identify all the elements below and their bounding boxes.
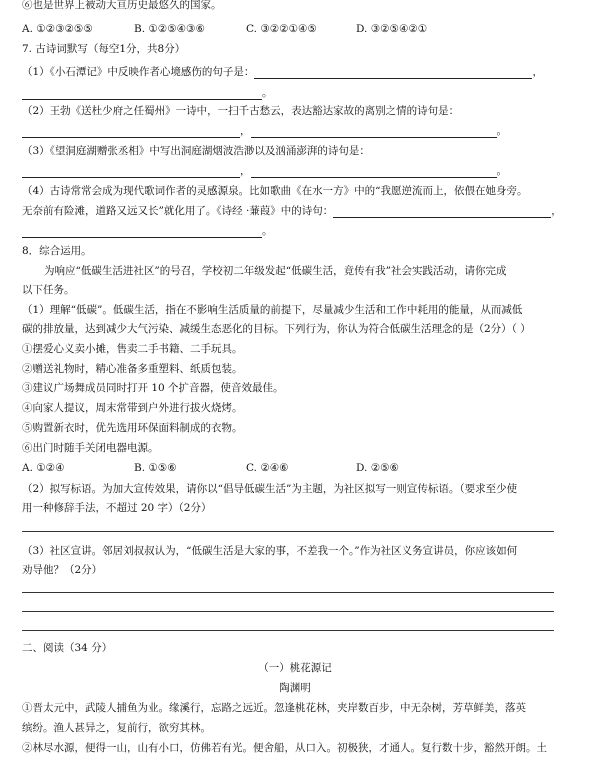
q8-choice-3: ③建议广场舞成员同时打开 10 个扩音器，使音效最佳。 bbox=[22, 382, 284, 394]
punct: 。 bbox=[262, 225, 273, 237]
passage-title: （一）桃花源记 bbox=[258, 662, 332, 674]
punct: 。 bbox=[496, 165, 507, 177]
q6-option-d: D. ③②⑤④②① bbox=[356, 23, 428, 35]
q8-option-b: B. ①⑤⑥ bbox=[134, 462, 177, 474]
punct: 。 bbox=[262, 87, 273, 99]
passage-para1-line1: ①晋太元中，武陵人捕鱼为业。缘溪行，忘路之远近。忽逢桃花林，夹岸数百步，中无杂树，芳草鲜美，落英 bbox=[22, 702, 526, 714]
q8-part1-line1: （1）理解“低碳”。低碳生活，指在不影响生活质量的前提下，尽量减少生活和工作中耗用的能量，从而减低 bbox=[22, 304, 523, 316]
q8-part2-line1: （2）拟写标语。为加大宣传效果，请你以“倡导低碳生活”为主题，为社区拟写一则宣传标语。（要求至少使 bbox=[22, 483, 518, 495]
q6-option-b: B. ①②⑤④③⑥ bbox=[134, 23, 205, 35]
q7-sub2: （2）王勃《送杜少府之任蜀州》一诗中，一扫千古愁云，表达豁达家故的离别之情的诗句是： bbox=[22, 105, 460, 117]
q8-intro-line1: 为响应“低碳生活进社区”的号召，学校初二年级发起“低碳生活，竟传有我”社会实践活动，请你完成 bbox=[44, 265, 507, 277]
q6-option-a: A. ①②③②⑤⑤ bbox=[22, 23, 93, 35]
answer-line[interactable] bbox=[22, 630, 554, 631]
q6-option-c: C. ③②②①④⑤ bbox=[246, 23, 317, 35]
q8-part1-line2: 碳的排放量，达到减少大气污染、减缓生态恶化的目标。下列行为，你认为符合低碳生活理念的是（2分）（ ） bbox=[22, 323, 531, 335]
q8-part2-line2: 用一种修辞手法，不超过 20 字）（2分） bbox=[22, 502, 212, 514]
passage-para2-line1: ②林尽水源，便得一山，山有小口，仿佛若有光。便舍船，从口入。初极狭，才通人。复行数十步，豁然开朗。土 bbox=[22, 742, 547, 754]
answer-line[interactable] bbox=[22, 531, 554, 532]
answer-blank[interactable] bbox=[333, 206, 551, 218]
q8-choice-6: ⑥出门时随手关闭电器电源。 bbox=[22, 442, 159, 454]
answer-blank[interactable] bbox=[251, 166, 497, 178]
q8-intro-line2: 以下任务。 bbox=[22, 284, 75, 296]
punct: ， bbox=[240, 165, 251, 177]
q6-item6: ⑥也是世界上被动大亘历史最悠久的国家。 bbox=[22, 0, 222, 11]
q8-choice-5: ⑤购置新衣时，优先选用环保面料制成的衣物。 bbox=[22, 422, 243, 434]
answer-blank[interactable] bbox=[22, 88, 262, 100]
q8-option-d: D. ②⑤⑥ bbox=[356, 462, 399, 474]
punct: 。 bbox=[496, 125, 507, 137]
q7-sub4-line1: （4）古诗常常会成为现代歌词作者的灵感源泉。比如歌曲《在水一方》中的“我愿逆流而上，依偎在她身旁。 bbox=[22, 185, 528, 197]
q7-sub3: （3）《望洞庭湖赠张丞相》中写出洞庭湖烟波浩渺以及汹涌澎湃的诗句是： bbox=[22, 145, 370, 157]
q7-sub4-line2 bbox=[22, 204, 562, 218]
punct: ， bbox=[532, 66, 543, 78]
q8-part3-line1: （3）社区宣讲。邻居刘叔叔认为，“低碳生活是大家的事，不差我一个。”作为社区义务宣讲员，你应该如何 bbox=[22, 545, 518, 557]
q7-sub3-blanks bbox=[22, 164, 507, 178]
answer-blank[interactable] bbox=[22, 166, 240, 178]
answer-blank[interactable] bbox=[22, 226, 262, 238]
answer-line[interactable] bbox=[22, 611, 554, 612]
q7-sub1 bbox=[22, 65, 543, 79]
q8-choice-1: ①摆爱心义卖小摊，售卖二手书籍、二手玩具。 bbox=[22, 343, 243, 355]
punct: ， bbox=[240, 125, 251, 137]
answer-blank[interactable] bbox=[254, 67, 532, 79]
punct: ， bbox=[551, 205, 562, 217]
section-heading: 二、阅读（34 分） bbox=[22, 642, 113, 654]
q8-option-a: A. ①②④ bbox=[22, 462, 65, 474]
q8-option-c: C. ②④⑥ bbox=[246, 462, 289, 474]
q7-sub4-text: 无奈前有险滩，道路又远又长”就化用了。《诗经 ·蒹葭》中的诗句： bbox=[22, 205, 334, 217]
q8-choice-4: ④向家人提议，周末常带到户外进行拔火烧烤。 bbox=[22, 402, 243, 414]
q7-sub1-cont bbox=[22, 86, 273, 100]
answer-blank[interactable] bbox=[22, 126, 240, 138]
answer-line[interactable] bbox=[22, 592, 554, 593]
answer-blank[interactable] bbox=[251, 126, 497, 138]
q7-sub1-text: （1）《小石潭记》中反映作者心境感伤的句子是： bbox=[22, 66, 255, 78]
q7-sub2-blanks bbox=[22, 124, 507, 138]
passage-author: 陶渊明 bbox=[279, 682, 311, 694]
q8-part3-line2: 劝导他？（2分） bbox=[22, 564, 103, 576]
q8-choice-2: ②赠送礼物时，精心准备多重塑料、纸质包装。 bbox=[22, 363, 243, 375]
passage-para1-line2: 缤纷。渔人甚异之，复前行，欲穷其林。 bbox=[22, 722, 211, 734]
q7-sub4-cont bbox=[22, 224, 273, 238]
q8-title: 8．综合运用。 bbox=[22, 245, 92, 257]
q7-title: 7. 古诗词默写（每空1分，共8分） bbox=[22, 43, 186, 55]
